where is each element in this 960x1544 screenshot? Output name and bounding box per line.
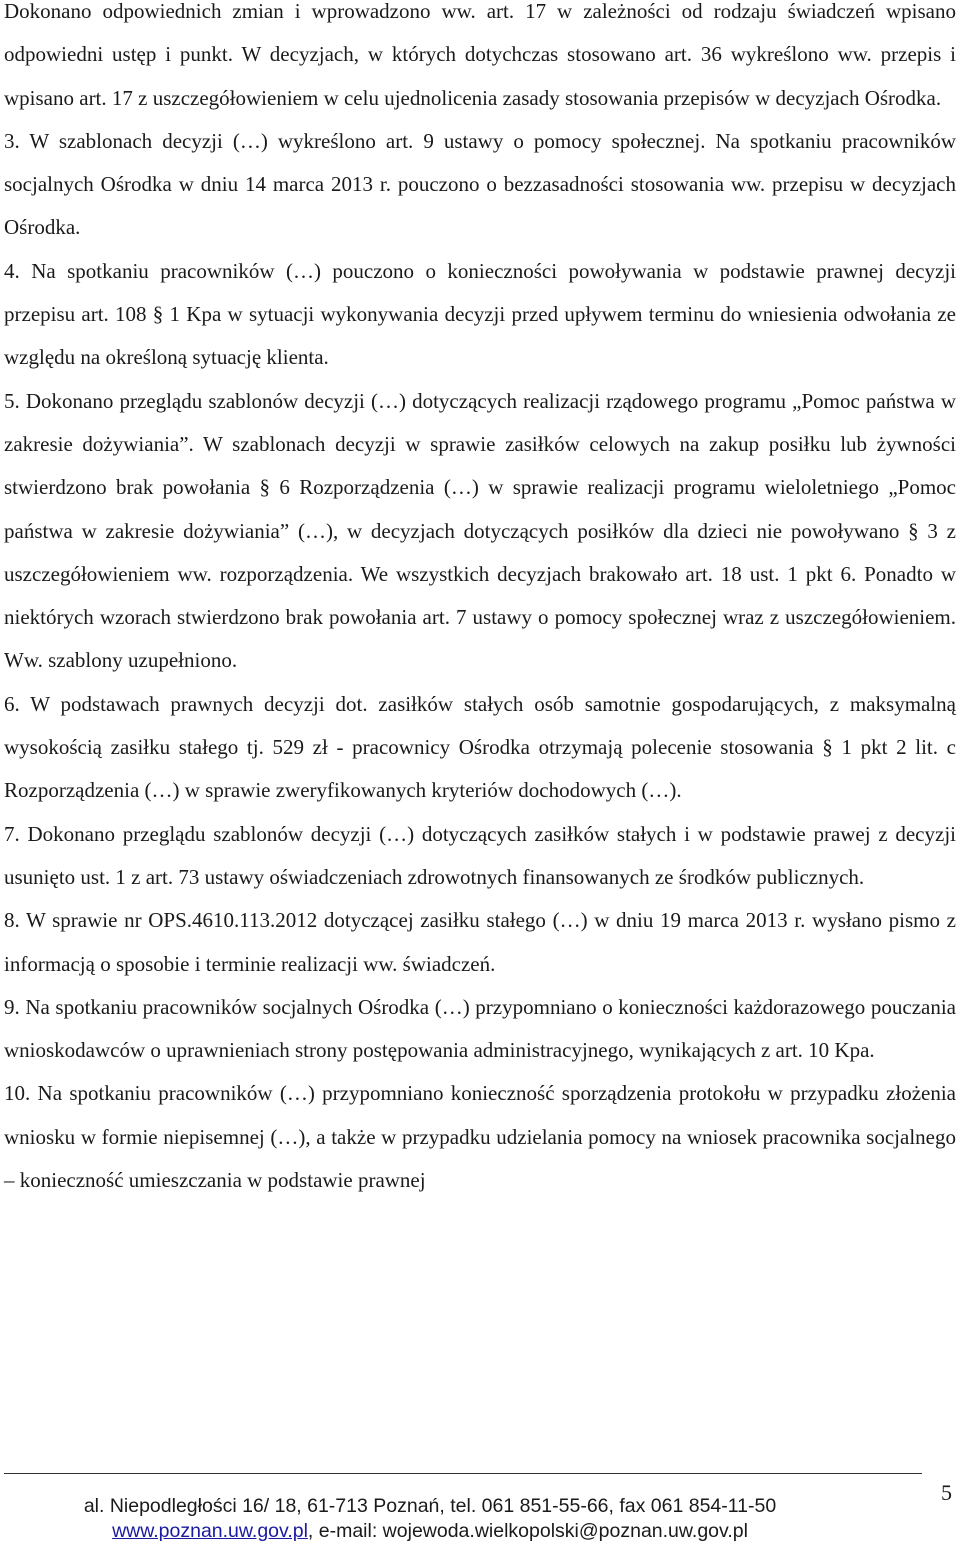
- paragraph-item-7: 7. Dokonano przeglądu szablonów decyzji (…) dotyczących zasiłków stałych i w podstawie prawej z decyzji usunięto ust. 1 z art. 73 ustawy oświadczeniach zdrowotnych finansowanych ze środków publicznych.: [4, 821, 956, 889]
- paragraph-item-10: 10. Na spotkaniu pracowników (…) przypomniano konieczność sporządzenia protokołu w przypadku złożenia wniosku w formie niepisemnej (…), a także w przypadku udzielania pomocy na wniosek pracownika socjalnego – konieczność umieszczania w podstawie prawnej: [4, 1081, 956, 1193]
- paragraph-item-8: 8. W sprawie nr OPS.4610.113.2012 dotyczącej zasiłku stałego (…) w dniu 19 marca 2013 r. wysłano pismo z informacją o sposobie i terminie realizacji ww. świadczeń.: [4, 908, 956, 976]
- paragraph-item-6: 6. W podstawach prawnych decyzji dot. zasiłków stałych osób samotnie gospodarujących, z maksymalną wysokością zasiłku stałego tj. 529 zł - pracownicy Ośrodka otrzymają polecenie stosowania § 1 pkt 2 lit. c Rozporządzenia (…) w sprawie zweryfikowanych kryteriów dochodowych (…).: [4, 691, 956, 803]
- paragraph-item-9: 9. Na spotkaniu pracowników socjalnych Ośrodka (…) przypomniano o konieczności każdorazowego pouczania wnioskodawców o uprawnieniach strony postępowania administracyjnego, wynikających z art. 10 Kpa.: [4, 994, 956, 1063]
- paragraph-item-3: 3. W szablonach decyzji (…) wykreślono art. 9 ustawy o pomocy społecznej. Na spotkaniu pracowników socjalnych Ośrodka w dniu 14 marca 2013 r. pouczono o bezzasadności stosowania ww. przepisu w decyzjach Ośrodka.: [4, 128, 956, 240]
- footer: [0, 1494, 960, 1544]
- paragraph-item-5: 5. Dokonano przeglądu szablonów decyzji (…) dotyczących realizacji rządowego programu „Pomoc państwa w zakresie dożywiania”. W szablonach decyzji w sprawie zasiłków celowych na zakup posiłku lub żywności stwierdzono brak powołania § 6 Rozporządzenia (…) w sprawie realizacji programu wieloletniego „Pomoc państwa w zakresie dożywiania” (…), w decyzjach dotyczących posiłków dla dzieci nie powoływano § 3 z uszczegółowieniem ww. rozporządzenia. We wszystkich decyzjach brakowało art. 18 ust. 1 pkt 6. Ponadto w niektórych wzorach stwierdzono brak powołania art. 7 ustawy o pomocy społecznej wraz z uszczegółowieniem. Ww. szablony uzupełniono.: [4, 388, 956, 673]
- footer-divider: [4, 1473, 922, 1474]
- paragraph-intro: Dokonano odpowiednich zmian i wprowadzono ww. art. 17 w zależności od rodzaju świadczeń wpisano odpowiedni ustęp i punkt. W decyzjach, w których dotychczas stosowano art. 36 wykreślono ww. przepis i wpisano art. 17 z uszczegółowieniem w celu ujednolicenia zasady stosowania przepisów w decyzjach Ośrodka.: [4, 0, 956, 110]
- footer-contact: [0, 1519, 960, 1544]
- page-number: 5: [941, 1480, 952, 1505]
- website-link[interactable]: www.poznan.uw.gov.pl: [112, 1520, 308, 1542]
- document-body: [4, 0, 956, 1202]
- paragraph-item-4: 4. Na spotkaniu pracowników (…) pouczono o konieczności powoływania w podstawie prawnej decyzji przepisu art. 108 § 1 Kpa w sytuacji wykonywania decyzji przed upływem terminu do wniesienia odwołania ze względu na określoną sytuację klienta.: [4, 258, 956, 370]
- footer-email: , e-mail: wojewoda.wielkopolski@poznan.uw.gov.pl: [307, 1520, 748, 1542]
- footer-address: al. Niepodległości 16/ 18, 61-713 Poznań, tel. 061 851-55-66, fax 061 854-11-50: [83, 1495, 777, 1517]
